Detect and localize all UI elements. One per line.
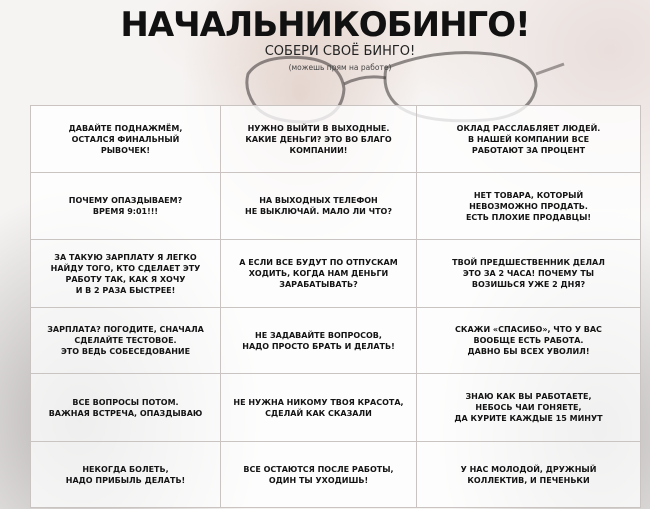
subtitle-note: (можешь прям на работе) — [288, 63, 392, 72]
bingo-cell[interactable]: А ЕСЛИ ВСЕ БУДУТ ПО ОТПУСКАМ ХОДИТЬ, КОГДА НАМ ДЕНЬГИ ЗАРАБАТЫВАТЬ? — [221, 240, 417, 308]
bingo-cell[interactable]: ВСЕ ВОПРОСЫ ПОТОМ. ВАЖНАЯ ВСТРЕЧА, ОПАЗДЫВАЮ — [31, 374, 221, 442]
bingo-cell[interactable]: ДАВАЙТЕ ПОДНАЖМЁМ, ОСТАЛСЯ ФИНАЛЬНЫЙ РЫВОЧЕК! — [31, 106, 221, 173]
bingo-cell[interactable]: ЗАРПЛАТА? ПОГОДИТЕ, СНАЧАЛА СДЕЛАЙТЕ ТЕСТОВОЕ. ЭТО ВЕДЬ СОБЕСЕДОВАНИЕ — [31, 308, 221, 374]
bingo-cell[interactable]: НЕКОГДА БОЛЕТЬ, НАДО ПРИБЫЛЬ ДЕЛАТЬ! — [31, 442, 221, 508]
bingo-cell[interactable]: НУЖНО ВЫЙТИ В ВЫХОДНЫЕ. КАКИЕ ДЕНЬГИ? ЭТО ВО БЛАГО КОМПАНИИ! — [221, 106, 417, 173]
bingo-cell[interactable]: ЗНАЮ КАК ВЫ РАБОТАЕТЕ, НЕБОСЬ ЧАИ ГОНЯЕТЕ, ДА КУРИТЕ КАЖДЫЕ 15 МИНУТ — [417, 374, 641, 442]
bingo-cell[interactable]: ОКЛАД РАССЛАБЛЯЕТ ЛЮДЕЙ. В НАШЕЙ КОМПАНИИ ВСЕ РАБОТАЮТ ЗА ПРОЦЕНТ — [417, 106, 641, 173]
bingo-cell[interactable]: СКАЖИ «СПАСИБО», ЧТО У ВАС ВООБЩЕ ЕСТЬ РАБОТА. ДАВНО БЫ ВСЕХ УВОЛИЛ! — [417, 308, 641, 374]
bingo-cell[interactable]: ЗА ТАКУЮ ЗАРПЛАТУ Я ЛЕГКО НАЙДУ ТОГО, КТО СДЕЛАЕТ ЭТУ РАБОТУ ТАК, КАК Я ХОЧУ И В 2 РАЗА БЫСТРЕЕ! — [31, 240, 221, 308]
bingo-cell[interactable]: НЕТ ТОВАРА, КОТОРЫЙ НЕВОЗМОЖНО ПРОДАТЬ. ЕСТЬ ПЛОХИЕ ПРОДАВЦЫ! — [417, 173, 641, 240]
bingo-grid — [30, 105, 641, 508]
bingo-cell[interactable]: НЕ НУЖНА НИКОМУ ТВОЯ КРАСОТА, СДЕЛАЙ КАК СКАЗАЛИ — [221, 374, 417, 442]
page-title: НАЧАЛЬНИКОБИНГО! — [120, 5, 530, 45]
page-subtitle: СОБЕРИ СВОЁ БИНГО! — [264, 44, 416, 59]
bingo-cell[interactable]: У НАС МОЛОДОЙ, ДРУЖНЫЙ КОЛЛЕКТИВ, И ПЕЧЕНЬКИ — [417, 442, 641, 508]
bingo-cell[interactable]: НА ВЫХОДНЫХ ТЕЛЕФОН НЕ ВЫКЛЮЧАЙ. МАЛО ЛИ ЧТО? — [221, 173, 417, 240]
bingo-cell[interactable]: НЕ ЗАДАВАЙТЕ ВОПРОСОВ, НАДО ПРОСТО БРАТЬ И ДЕЛАТЬ! — [221, 308, 417, 374]
bingo-cell[interactable]: ВСЕ ОСТАЮТСЯ ПОСЛЕ РАБОТЫ, ОДИН ТЫ УХОДИШЬ! — [221, 442, 417, 508]
bingo-cell[interactable]: ТВОЙ ПРЕДШЕСТВЕННИК ДЕЛАЛ ЭТО ЗА 2 ЧАСА! ПОЧЕМУ ТЫ ВОЗИШЬСЯ УЖЕ 2 ДНЯ? — [417, 240, 641, 308]
bingo-cell[interactable]: ПОЧЕМУ ОПАЗДЫВАЕМ? ВРЕМЯ 9:01!!! — [31, 173, 221, 240]
